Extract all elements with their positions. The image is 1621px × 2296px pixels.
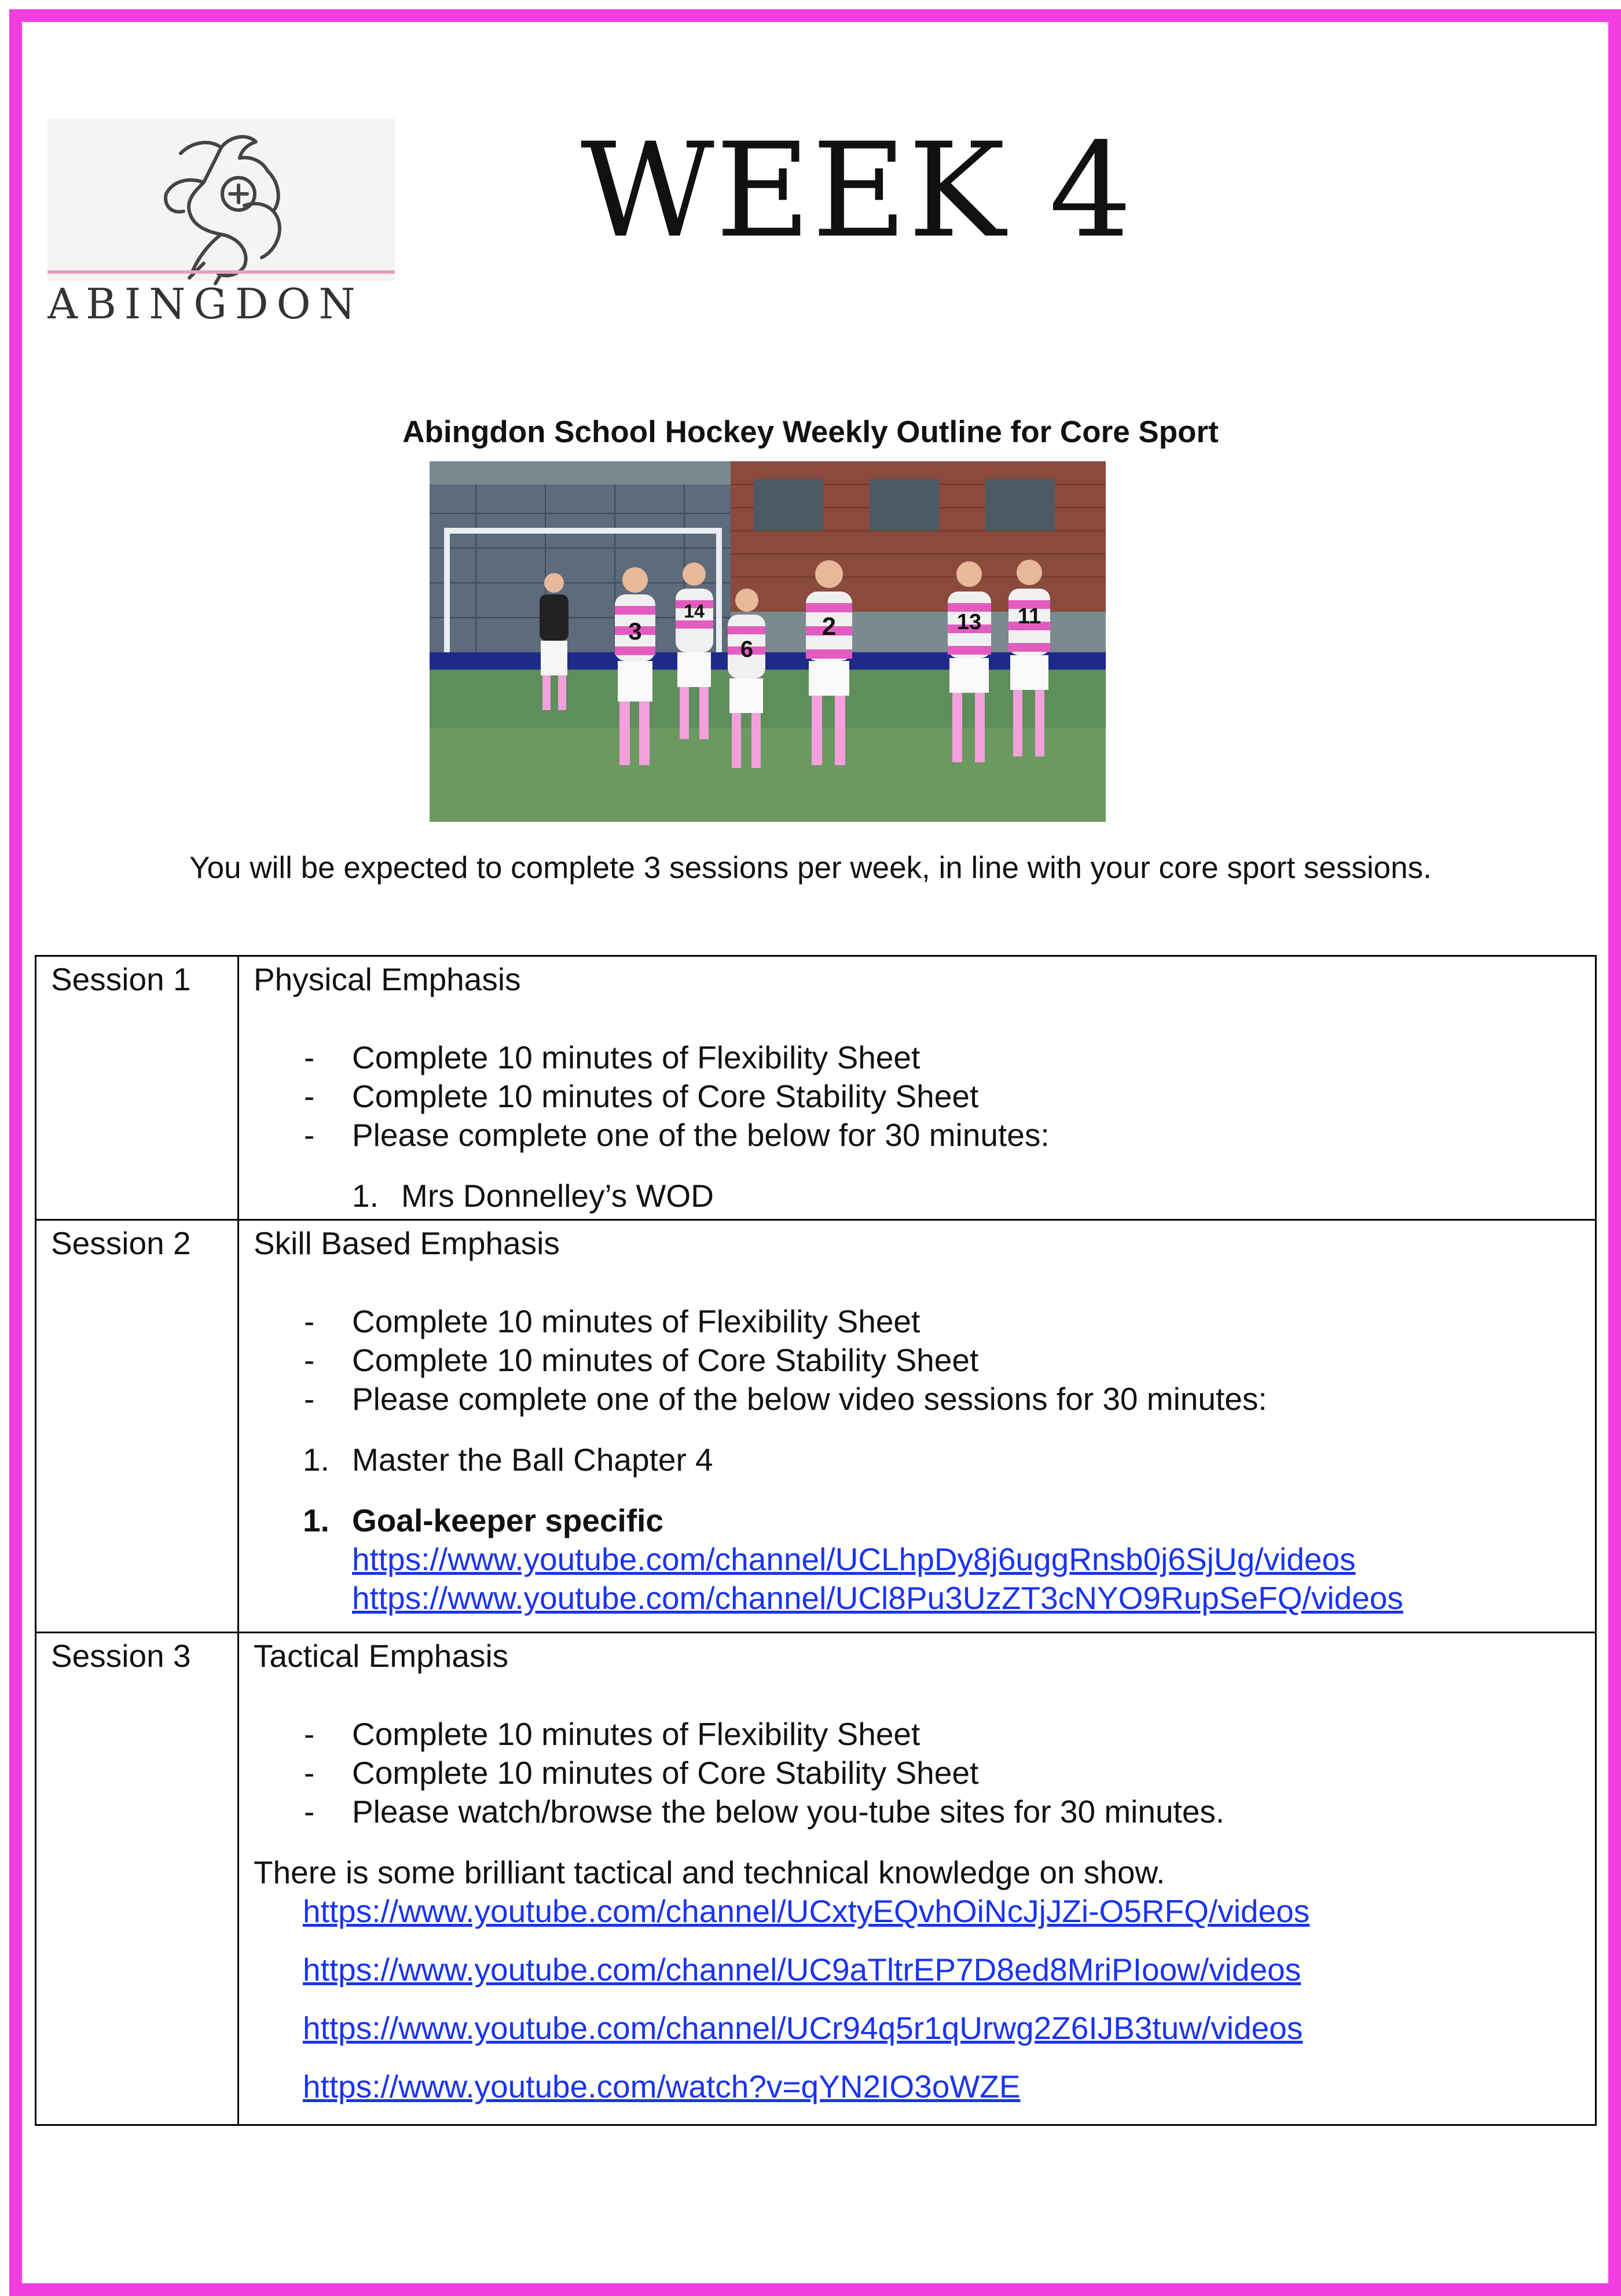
abingdon-logo xyxy=(47,119,395,333)
session-body-cell xyxy=(239,956,1596,1220)
session-label-cell xyxy=(36,1633,239,2125)
session-emphasis: Skill Based Emphasis xyxy=(254,1225,560,1261)
session-label: Session 1 xyxy=(51,961,191,997)
session-note: There is some brilliant tactical and technical knowledge on show. xyxy=(254,1854,1165,1890)
youtube-link[interactable]: https://www.youtube.com/channel/UCr94q5r1qUrwg2Z6IJB3tuw/videos xyxy=(303,2010,1303,2046)
numbered-item: 1. Goal-keeper specific xyxy=(303,1502,664,1538)
list-item: - Complete 10 minutes of Core Stability Sheet xyxy=(304,1078,979,1114)
youtube-link[interactable]: https://www.youtube.com/watch?v=qYN2IO3oWZE xyxy=(303,2069,1021,2104)
list-item: - Complete 10 minutes of Core Stability Sheet xyxy=(304,1755,979,1791)
hockey-team-photo xyxy=(430,461,1106,822)
session-emphasis: Tactical Emphasis xyxy=(254,1638,509,1674)
youtube-link[interactable]: https://www.youtube.com/channel/UCLhpDy8j6uggRnsb0j6SjUg/videos xyxy=(352,1541,1356,1577)
svg-text:2: 2 xyxy=(821,612,837,641)
document-subtitle: Abingdon School Hockey Weekly Outline for Core Sport xyxy=(402,415,1219,449)
logo-wordmark: ABINGDON xyxy=(47,280,364,328)
session-label: Session 3 xyxy=(51,1638,191,1674)
session-row xyxy=(36,1220,1596,1633)
session-label: Session 2 xyxy=(51,1225,191,1261)
svg-text:13: 13 xyxy=(956,610,982,634)
list-item: - Please watch/browse the below you-tube sites for 30 minutes. xyxy=(304,1794,1225,1830)
svg-text:3: 3 xyxy=(628,618,642,645)
list-item: - Please complete one of the below video sessions for 30 minutes: xyxy=(304,1381,1267,1417)
list-item: - Complete 10 minutes of Core Stability Sheet xyxy=(304,1342,979,1378)
session-row xyxy=(36,1633,1596,2125)
session-body-cell xyxy=(239,1633,1596,2125)
list-item: - Complete 10 minutes of Flexibility Sheet xyxy=(304,1303,920,1339)
session-row xyxy=(36,956,1596,1220)
sessions-table xyxy=(35,955,1597,2126)
svg-text:6: 6 xyxy=(740,637,754,662)
list-item: - Complete 10 minutes of Flexibility Sheet xyxy=(304,1716,920,1752)
week-title: WEEK 4 xyxy=(580,115,1134,267)
session-body-cell xyxy=(239,1220,1596,1633)
session-emphasis: Physical Emphasis xyxy=(254,961,521,997)
list-item: - Please complete one of the below for 30 minutes: xyxy=(304,1117,1050,1153)
svg-text:11: 11 xyxy=(1017,604,1041,629)
expectation-text: You will be expected to complete 3 sessions per week, in line with your core sport sessions. xyxy=(189,851,1432,885)
griffin-crest-icon xyxy=(47,119,395,333)
numbered-item: 1. Mrs Donnelley’s WOD xyxy=(352,1178,714,1214)
session-label-cell xyxy=(36,1220,239,1633)
numbered-item: 1. Master the Ball Chapter 4 xyxy=(303,1442,713,1478)
svg-text:14: 14 xyxy=(684,601,705,622)
youtube-link[interactable]: https://www.youtube.com/channel/UCxtyEQvhOiNcJjJZi-O5RFQ/videos xyxy=(303,1893,1310,1929)
youtube-link[interactable]: https://www.youtube.com/channel/UCl8Pu3UzZT3cNYO9RupSeFQ/videos xyxy=(352,1580,1403,1616)
list-item: - Complete 10 minutes of Flexibility Sheet xyxy=(304,1039,920,1075)
session-label-cell xyxy=(36,956,239,1220)
youtube-link[interactable]: https://www.youtube.com/channel/UC9aTltrEP7D8ed8MriPIoow/videos xyxy=(303,1952,1301,1988)
